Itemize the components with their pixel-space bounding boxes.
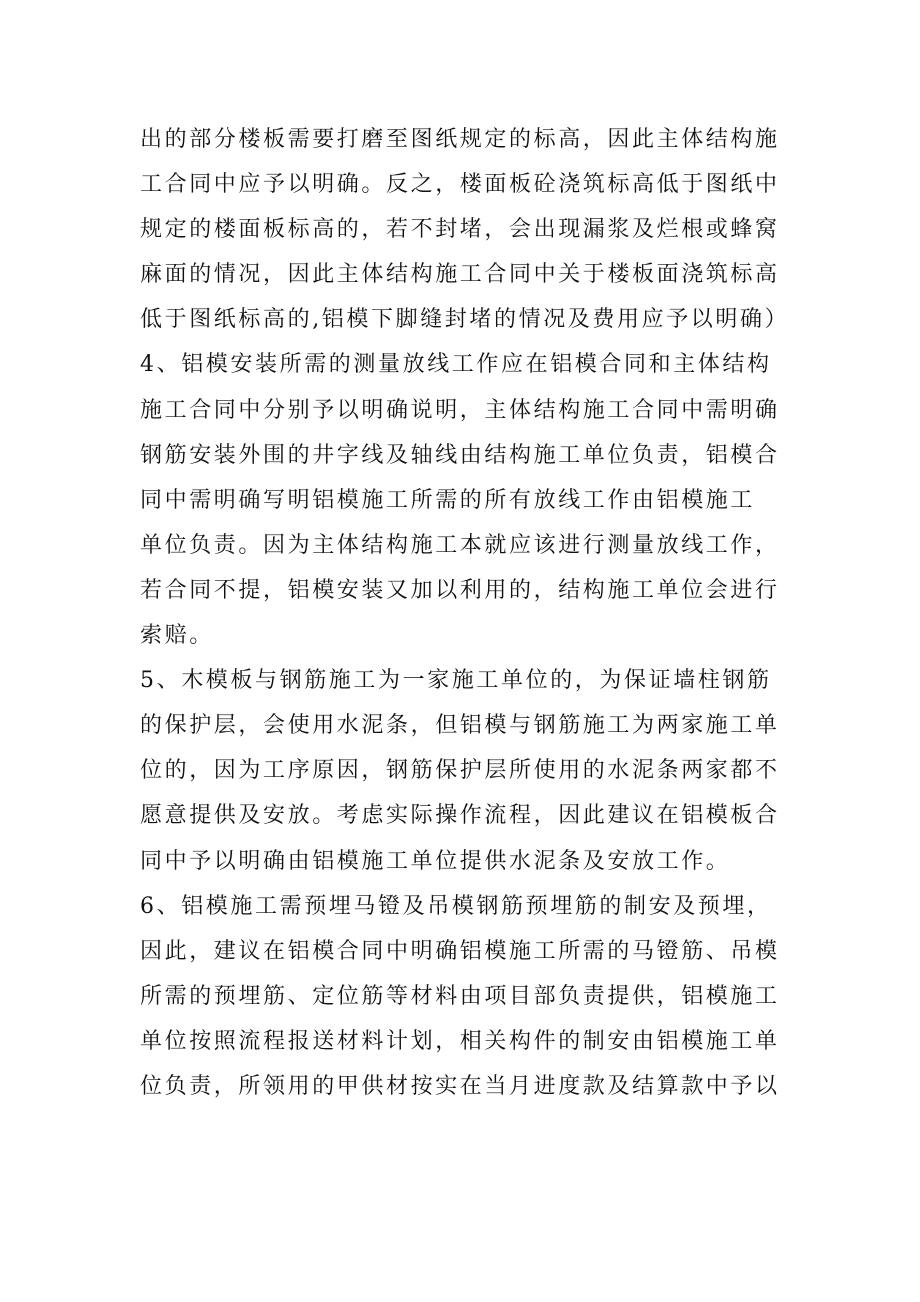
text-line-22: 位负责，所领用的甲供材按实在当月进度款及结算款中予以 bbox=[140, 1073, 780, 1099]
body-text bbox=[140, 117, 790, 1109]
text-line-11: 若合同不提，铝模安装又加以利用的，结构施工单位会进行 bbox=[140, 577, 780, 603]
text-line-13: 5、木模板与钢筋施工为一家施工单位的，为保证墙柱钢筋 bbox=[140, 668, 772, 694]
text-line-9: 同中需明确写明铝模施工所需的所有放线工作由铝模施工 bbox=[140, 487, 756, 513]
text-line-17: 同中予以明确由铝模施工单位提供水泥条及安放工作。 bbox=[140, 848, 731, 874]
text-line-19: 因此，建议在铝模合同中明确铝模施工所需的马镫筋、吊模 bbox=[140, 938, 780, 964]
text-line-14: 的保护层，会使用水泥条，但铝模与钢筋施工为两家施工单 bbox=[140, 713, 780, 739]
text-line-3: 规定的楼面板标高的，若不封堵，会出现漏浆及烂根或蜂窝 bbox=[140, 217, 780, 243]
text-line-6: 4、铝模安装所需的测量放线工作应在铝模合同和主体结构 bbox=[140, 352, 772, 378]
text-line-20: 所需的预埋筋、定位筋等材料由项目部负责提供，铝模施工 bbox=[140, 983, 780, 1009]
text-line-8: 钢筋安装外围的井字线及轴线由结构施工单位负责，铝模合 bbox=[140, 442, 780, 468]
text-line-12: 索赔。 bbox=[140, 623, 214, 649]
text-line-1: 出的部分楼板需要打磨至图纸规定的标高，因此主体结构施 bbox=[140, 127, 780, 152]
text-line-16: 愿意提供及安放。考虑实际操作流程，因此建议在铝模板合 bbox=[140, 803, 780, 829]
text-line-21: 单位按照流程报送材料计划，相关构件的制安由铝模施工单 bbox=[140, 1028, 780, 1054]
text-line-7: 施工合同中分别予以明确说明，主体结构施工合同中需明确 bbox=[140, 397, 780, 423]
text-line-4: 麻面的情况，因此主体结构施工合同中关于楼板面浇筑标高 bbox=[140, 262, 780, 288]
text-line-10: 单位负责。因为主体结构施工本就应该进行测量放线工作， bbox=[140, 532, 780, 558]
text-line-18: 6、铝模施工需预埋马镫及吊模钢筋预埋筋的制安及预埋， bbox=[140, 893, 772, 919]
text-line-5: 低于图纸标高的,铝模下脚缝封堵的情况及费用应予以明确） bbox=[140, 307, 790, 333]
text-line-2: 工合同中应予以明确。反之，楼面板砼浇筑标高低于图纸中 bbox=[140, 172, 780, 198]
text-line-15: 位的，因为工序原因，钢筋保护层所使用的水泥条两家都不 bbox=[140, 758, 780, 784]
